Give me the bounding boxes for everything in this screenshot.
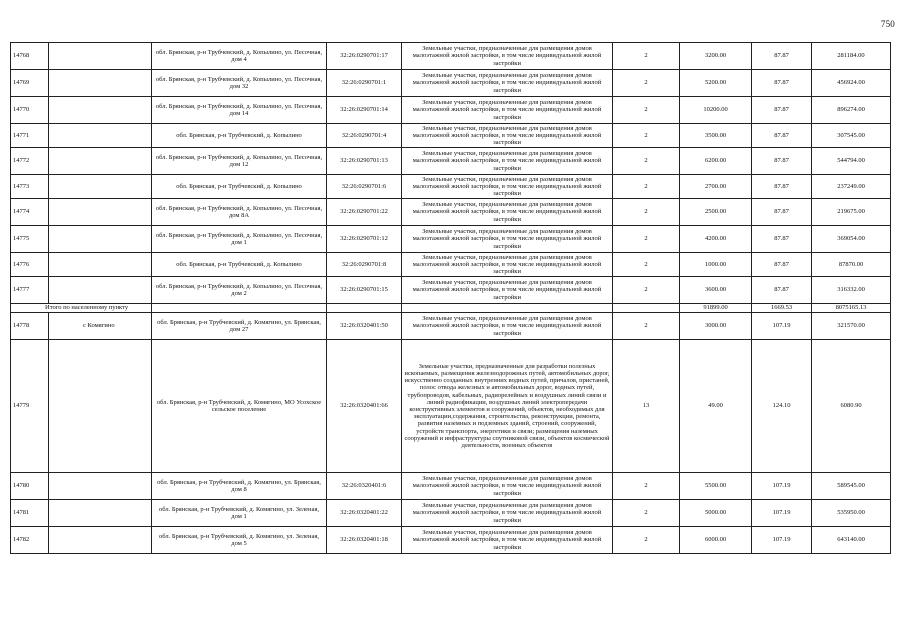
row-number: 14777 — [11, 277, 49, 304]
cadastral-value-cell: 896274.00 — [812, 97, 891, 124]
specific-value-cell: 107.19 — [752, 527, 812, 554]
cadastral-number-cell: 32:26:0290701:15 — [327, 277, 402, 304]
subtotal-area: 91899.00 — [680, 304, 752, 313]
land-use-cell: Земельные участки, предназначенные для размещения домов малоэтажной жилой застройки, в том числе индивидуальной жилой застройки — [402, 70, 613, 97]
specific-value-cell: 87.87 — [752, 199, 812, 226]
cadastral-number-cell: 32:26:0290701:4 — [327, 124, 402, 148]
cadastral-value-cell: 237249.00 — [812, 175, 891, 199]
cadastral-number-cell: 32:26:0290701:6 — [327, 175, 402, 199]
area-cell: 2500.00 — [680, 199, 752, 226]
use-group-cell: 2 — [613, 148, 680, 175]
land-use-cell: Земельные участки, предназначенные для размещения домов малоэтажной жилой застройки, в том числе индивидуальной жилой застройки — [402, 124, 613, 148]
use-group-cell: 2 — [613, 70, 680, 97]
area-cell: 3600.00 — [680, 277, 752, 304]
address-cell: обл. Брянская, р-н Трубчевский, д. Копылино, ул. Песочная, дом 12 — [152, 148, 327, 175]
area-cell: 4200.00 — [680, 226, 752, 253]
row-number: 14768 — [11, 43, 49, 70]
cadastral-number-cell: 32:26:0320401:6 — [327, 473, 402, 500]
locality-cell — [49, 500, 152, 527]
table-row — [11, 277, 891, 304]
land-use-cell: Земельные участки, предназначенные для размещения домов малоэтажной жилой застройки, в том числе индивидуальной жилой застройки — [402, 175, 613, 199]
land-use-cell: Земельные участки, предназначенные для размещения домов малоэтажной жилой застройки, в том числе индивидуальной жилой застройки — [402, 97, 613, 124]
area-cell: 3200.00 — [680, 43, 752, 70]
address-cell: обл. Брянская, р-н Трубчевский, д. Копылино, ул. Песочная, дом 8А — [152, 199, 327, 226]
area-cell: 1000.00 — [680, 253, 752, 277]
use-group-cell: 2 — [613, 124, 680, 148]
row-number: 14782 — [11, 527, 49, 554]
locality-cell — [49, 43, 152, 70]
row-number: 14781 — [11, 500, 49, 527]
land-use-cell: Земельные участки, предназначенные для размещения домов малоэтажной жилой застройки, в том числе индивидуальной жилой застройки — [402, 313, 613, 340]
land-use-cell: Земельные участки, предназначенные для размещения домов малоэтажной жилой застройки, в том числе индивидуальной жилой застройки — [402, 253, 613, 277]
empty-cell — [613, 304, 680, 313]
locality-cell — [49, 277, 152, 304]
area-cell: 5000.00 — [680, 500, 752, 527]
area-cell: 2700.00 — [680, 175, 752, 199]
locality-cell — [49, 97, 152, 124]
specific-value-cell: 107.19 — [752, 500, 812, 527]
specific-value-cell: 124.10 — [752, 340, 812, 473]
land-use-cell: Земельные участки, предназначенные для размещения домов малоэтажной жилой застройки, в том числе индивидуальной жилой застройки — [402, 199, 613, 226]
locality-cell — [49, 340, 152, 473]
table-row — [11, 226, 891, 253]
table-row — [11, 253, 891, 277]
empty-cell — [327, 304, 402, 313]
cadastral-value-cell: 316332.00 — [812, 277, 891, 304]
use-group-cell: 2 — [613, 175, 680, 199]
locality-name: с Комягино — [49, 313, 152, 340]
use-group-cell: 2 — [613, 473, 680, 500]
use-group-cell: 2 — [613, 253, 680, 277]
table-row — [11, 43, 891, 70]
use-group-cell: 2 — [613, 97, 680, 124]
land-use-cell: Земельные участки, предназначенные для размещения домов малоэтажной жилой застройки, в том числе индивидуальной жилой застройки — [402, 148, 613, 175]
row-number: 14774 — [11, 199, 49, 226]
cadastral-value-cell: 219675.00 — [812, 199, 891, 226]
table-row — [11, 527, 891, 554]
locality-cell — [49, 253, 152, 277]
cadastral-value-cell: 87870.00 — [812, 253, 891, 277]
locality-cell — [49, 473, 152, 500]
subtotal-cost: 8075165.13 — [812, 304, 891, 313]
row-number: 14776 — [11, 253, 49, 277]
locality-cell — [49, 124, 152, 148]
subtotal-rate: 1669.53 — [752, 304, 812, 313]
use-group-cell: 2 — [613, 199, 680, 226]
row-number: 14769 — [11, 70, 49, 97]
address-cell: обл. Брянская, р-н Трубчевский, д. Копылино — [152, 253, 327, 277]
address-cell: обл. Брянская, р-н Трубчевский, д. Копылино, ул. Песочная, дом 4 — [152, 43, 327, 70]
specific-value-cell: 87.87 — [752, 175, 812, 199]
use-group-cell: 2 — [613, 313, 680, 340]
cadastral-value-cell: 307545.00 — [812, 124, 891, 148]
row-number: 14770 — [11, 97, 49, 124]
cadastral-number-cell: 32:26:0320401:18 — [327, 527, 402, 554]
locality-cell — [49, 70, 152, 97]
cadastral-value-cell: 535950.00 — [812, 500, 891, 527]
table-row — [11, 500, 891, 527]
table-row — [11, 70, 891, 97]
empty-cell — [152, 304, 327, 313]
address-cell: обл. Брянская, р-н Трубчевский, д. Копылино, ул. Песочная, дом 14 — [152, 97, 327, 124]
page-number: 750 — [880, 19, 895, 29]
address-cell: обл. Брянская, р-н Трубчевский, д. Комягино, ул. Зеленая, дом 5 — [152, 527, 327, 554]
table-row — [11, 175, 891, 199]
cadastral-number-cell: 32:26:0320401:50 — [327, 313, 402, 340]
cadastral-value-cell: 369054.00 — [812, 226, 891, 253]
locality-cell — [49, 175, 152, 199]
land-use-cell: Земельные участки, предназначенные для размещения домов малоэтажной жилой застройки, в том числе индивидуальной жилой застройки — [402, 473, 613, 500]
specific-value-cell: 87.87 — [752, 277, 812, 304]
area-cell: 10200.00 — [680, 97, 752, 124]
specific-value-cell: 107.19 — [752, 313, 812, 340]
land-use-cell: Земельные участки, предназначенные для разработки полезных ископаемых, размещения железнодорожных путей, автомобильных дорог, искусственно созданных внутренних водных путей, причалов, пристаней, полос отвода железных и автомобильных дорог, водных путей, трубопроводов, кабельных, радиорелейных и воздушных линий связи и линий радиофикации, воздушных линий электропередачи конструктивных элементов и сооружений, объектов, необходимых для эксплуатации,содержания, строительства, реконструкции, ремонта, развития наземных и подземных зданий, строений, сооружений, устройств транспорта, энергетики и связи; размещения наземных сооружений и инфраструктуры спутниковой связи, объектов космической деятельности, военных объектов — [402, 340, 613, 473]
row-number: 14771 — [11, 124, 49, 148]
area-cell: 5500.00 — [680, 473, 752, 500]
land-use-cell: Земельные участки, предназначенные для размещения домов малоэтажной жилой застройки, в том числе индивидуальной жилой застройки — [402, 226, 613, 253]
specific-value-cell: 87.87 — [752, 97, 812, 124]
area-cell: 49.00 — [680, 340, 752, 473]
cadastral-value-cell: 281184.00 — [812, 43, 891, 70]
table-row — [11, 473, 891, 500]
cadastral-number-cell: 32:26:0290701:22 — [327, 199, 402, 226]
use-group-cell: 2 — [613, 500, 680, 527]
land-registry-table — [10, 42, 891, 554]
table-row — [11, 340, 891, 473]
table-row — [11, 148, 891, 175]
use-group-cell: 2 — [613, 277, 680, 304]
area-cell: 3000.00 — [680, 313, 752, 340]
cadastral-value-cell: 544794.00 — [812, 148, 891, 175]
locality-cell — [49, 527, 152, 554]
specific-value-cell: 87.87 — [752, 43, 812, 70]
row-number: 14780 — [11, 473, 49, 500]
cadastral-value-cell: 321570.00 — [812, 313, 891, 340]
subtotal-row — [11, 304, 891, 313]
specific-value-cell: 107.19 — [752, 473, 812, 500]
cadastral-value-cell: 6080.90 — [812, 340, 891, 473]
table-row — [11, 97, 891, 124]
area-cell: 5200.00 — [680, 70, 752, 97]
cadastral-value-cell: 643140.00 — [812, 527, 891, 554]
row-number: 14779 — [11, 340, 49, 473]
row-number: 14773 — [11, 175, 49, 199]
subtotal-label: Итого по населенному пункту — [11, 304, 152, 313]
specific-value-cell: 87.87 — [752, 148, 812, 175]
address-cell: обл. Брянская, р-н Трубчевский, д. Комягино, МО Усохское сельское поселение — [152, 340, 327, 473]
cadastral-number-cell: 32:26:0290701:14 — [327, 97, 402, 124]
land-use-cell: Земельные участки, предназначенные для размещения домов малоэтажной жилой застройки, в том числе индивидуальной жилой застройки — [402, 527, 613, 554]
locality-cell — [49, 148, 152, 175]
row-number: 14775 — [11, 226, 49, 253]
address-cell: обл. Брянская, р-н Трубчевский, д. Комягино, ул. Брянская, дом 8 — [152, 473, 327, 500]
address-cell: обл. Брянская, р-н Трубчевский, д. Комягино, ул. Брянская, дом 27 — [152, 313, 327, 340]
table-row — [11, 199, 891, 226]
row-number: 14772 — [11, 148, 49, 175]
address-cell: обл. Брянская, р-н Трубчевский, д. Копылино — [152, 175, 327, 199]
specific-value-cell: 87.87 — [752, 253, 812, 277]
use-group-cell: 13 — [613, 340, 680, 473]
specific-value-cell: 87.87 — [752, 124, 812, 148]
cadastral-number-cell: 32:26:0290701:12 — [327, 226, 402, 253]
specific-value-cell: 87.87 — [752, 70, 812, 97]
table-row — [11, 313, 891, 340]
cadastral-value-cell: 589545.00 — [812, 473, 891, 500]
address-cell: обл. Брянская, р-н Трубчевский, д. Комягино, ул. Зеленая, дом 1 — [152, 500, 327, 527]
use-group-cell: 2 — [613, 527, 680, 554]
area-cell: 6200.00 — [680, 148, 752, 175]
cadastral-number-cell: 32:26:0290701:8 — [327, 253, 402, 277]
specific-value-cell: 87.87 — [752, 226, 812, 253]
area-cell: 3500.00 — [680, 124, 752, 148]
locality-cell — [49, 226, 152, 253]
cadastral-number-cell: 32:26:0320401:22 — [327, 500, 402, 527]
address-cell: обл. Брянская, р-н Трубчевский, д. Копылино, ул. Песочная, дом 2 — [152, 277, 327, 304]
use-group-cell: 2 — [613, 226, 680, 253]
land-use-cell: Земельные участки, предназначенные для размещения домов малоэтажной жилой застройки, в том числе индивидуальной жилой застройки — [402, 43, 613, 70]
use-group-cell: 2 — [613, 43, 680, 70]
table-body — [11, 43, 891, 554]
land-use-cell: Земельные участки, предназначенные для размещения домов малоэтажной жилой застройки, в том числе индивидуальной жилой застройки — [402, 500, 613, 527]
cadastral-value-cell: 456924.00 — [812, 70, 891, 97]
land-use-cell: Земельные участки, предназначенные для размещения домов малоэтажной жилой застройки, в том числе индивидуальной жилой застройки — [402, 277, 613, 304]
table-row — [11, 124, 891, 148]
cadastral-number-cell: 32:26:0290701:13 — [327, 148, 402, 175]
address-cell: обл. Брянская, р-н Трубчевский, д. Копылино — [152, 124, 327, 148]
row-number: 14778 — [11, 313, 49, 340]
address-cell: обл. Брянская, р-н Трубчевский, д. Копылино, ул. Песочная, дом 32 — [152, 70, 327, 97]
cadastral-number-cell: 32:26:0290701:17 — [327, 43, 402, 70]
area-cell: 6000.00 — [680, 527, 752, 554]
cadastral-number-cell: 32:26:0320401:66 — [327, 340, 402, 473]
empty-cell — [402, 304, 613, 313]
address-cell: обл. Брянская, р-н Трубчевский, д. Копылино, ул. Песочная, дом 1 — [152, 226, 327, 253]
locality-cell — [49, 199, 152, 226]
cadastral-number-cell: 32:26:0290701:1 — [327, 70, 402, 97]
